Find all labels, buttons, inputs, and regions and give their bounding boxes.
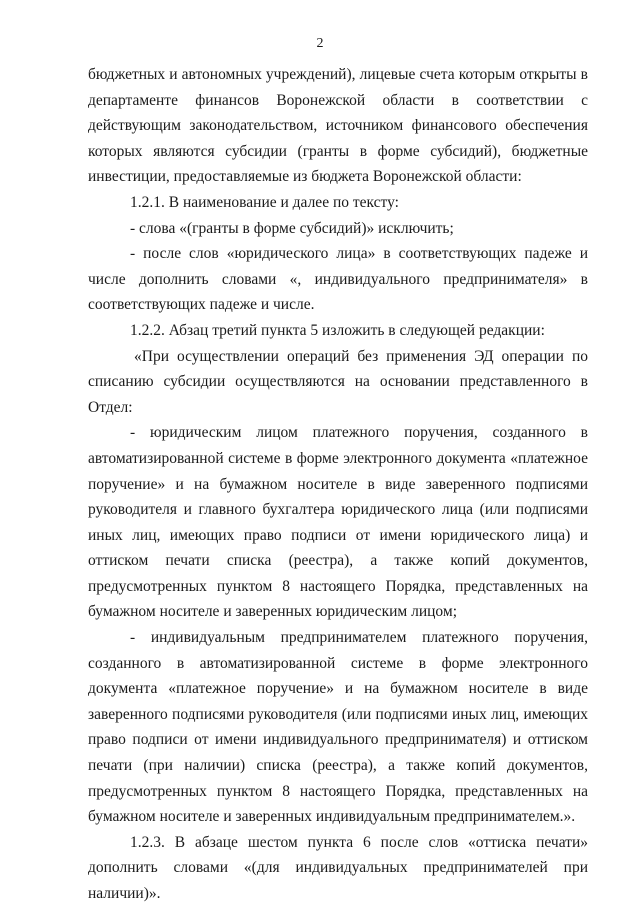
paragraph-1-2-3: 1.2.3. В абзаце шестом пункта 6 после слов «оттиска печати» дополнить словами «(для индивидуальных предпринимателей при наличии)». xyxy=(88,833,588,902)
paragraph-1-2-2: 1.2.2. Абзац третий пункта 5 изложить в следующей редакции: xyxy=(130,321,545,339)
document-body xyxy=(88,62,588,907)
paragraph-bullet-entrepreneur: - индивидуальным предпринимателем платежного поручения, созданного в автоматизированной системе в форме электронного документа «платежное поручение» и на бумажном носителе в виде заверенного подписями руководителя (или подписями иных лиц, имеющих право подписи от имени индивидуального предпринимателя) и оттиском печати (при наличии) списка (реестра), а также копий документов, предусмотренных пунктом 8 настоящего Порядка, представленных на бумажном носителе и заверенных индивидуальным предпринимателем.». xyxy=(88,629,588,826)
paragraph-continuation: бюджетных и автономных учреждений), лицевые счета которым открыты в департаменте финансов Воронежской области в соответствии с действующим законодательством, источником финансового обеспечения которых являются субсидии (гранты в форме субсидий), бюджетные инвестиции, предоставляемые из бюджета Воронежской области: xyxy=(88,66,588,186)
paragraph-bullet-legal-entity: - юридическим лицом платежного поручения, созданного в автоматизированной системе в форме электронного документа «платежное поручение» и на бумажном носителе в виде заверенного подписями руководителя и главного бухгалтера юридического лица (или подписями иных лиц, имеющих право подписи от имени юридического лица) и оттиском печати списка (реестра), а также копий документов, предусмотренных пунктом 8 настоящего Порядка, представленных на бумажном носителе и заверенных юридическим лицом; xyxy=(88,424,588,621)
paragraph-bullet-add-words: - после слов «юридического лица» в соответствующих падеже и числе дополнить словами «, индивидуального предпринимателя» в соответствующих падеже и числе. xyxy=(88,245,588,314)
paragraph-1-2-1: 1.2.1. В наименование и далее по тексту: xyxy=(130,193,399,211)
page-number: 2 xyxy=(316,36,324,51)
paragraph-quoted-intro: «При осуществлении операций без применения ЭД операции по списанию субсидии осуществляются на основании представленного в Отдел: xyxy=(88,347,588,416)
paragraph-bullet-remove-words: - слова «(гранты в форме субсидий)» исключить; xyxy=(130,219,454,237)
